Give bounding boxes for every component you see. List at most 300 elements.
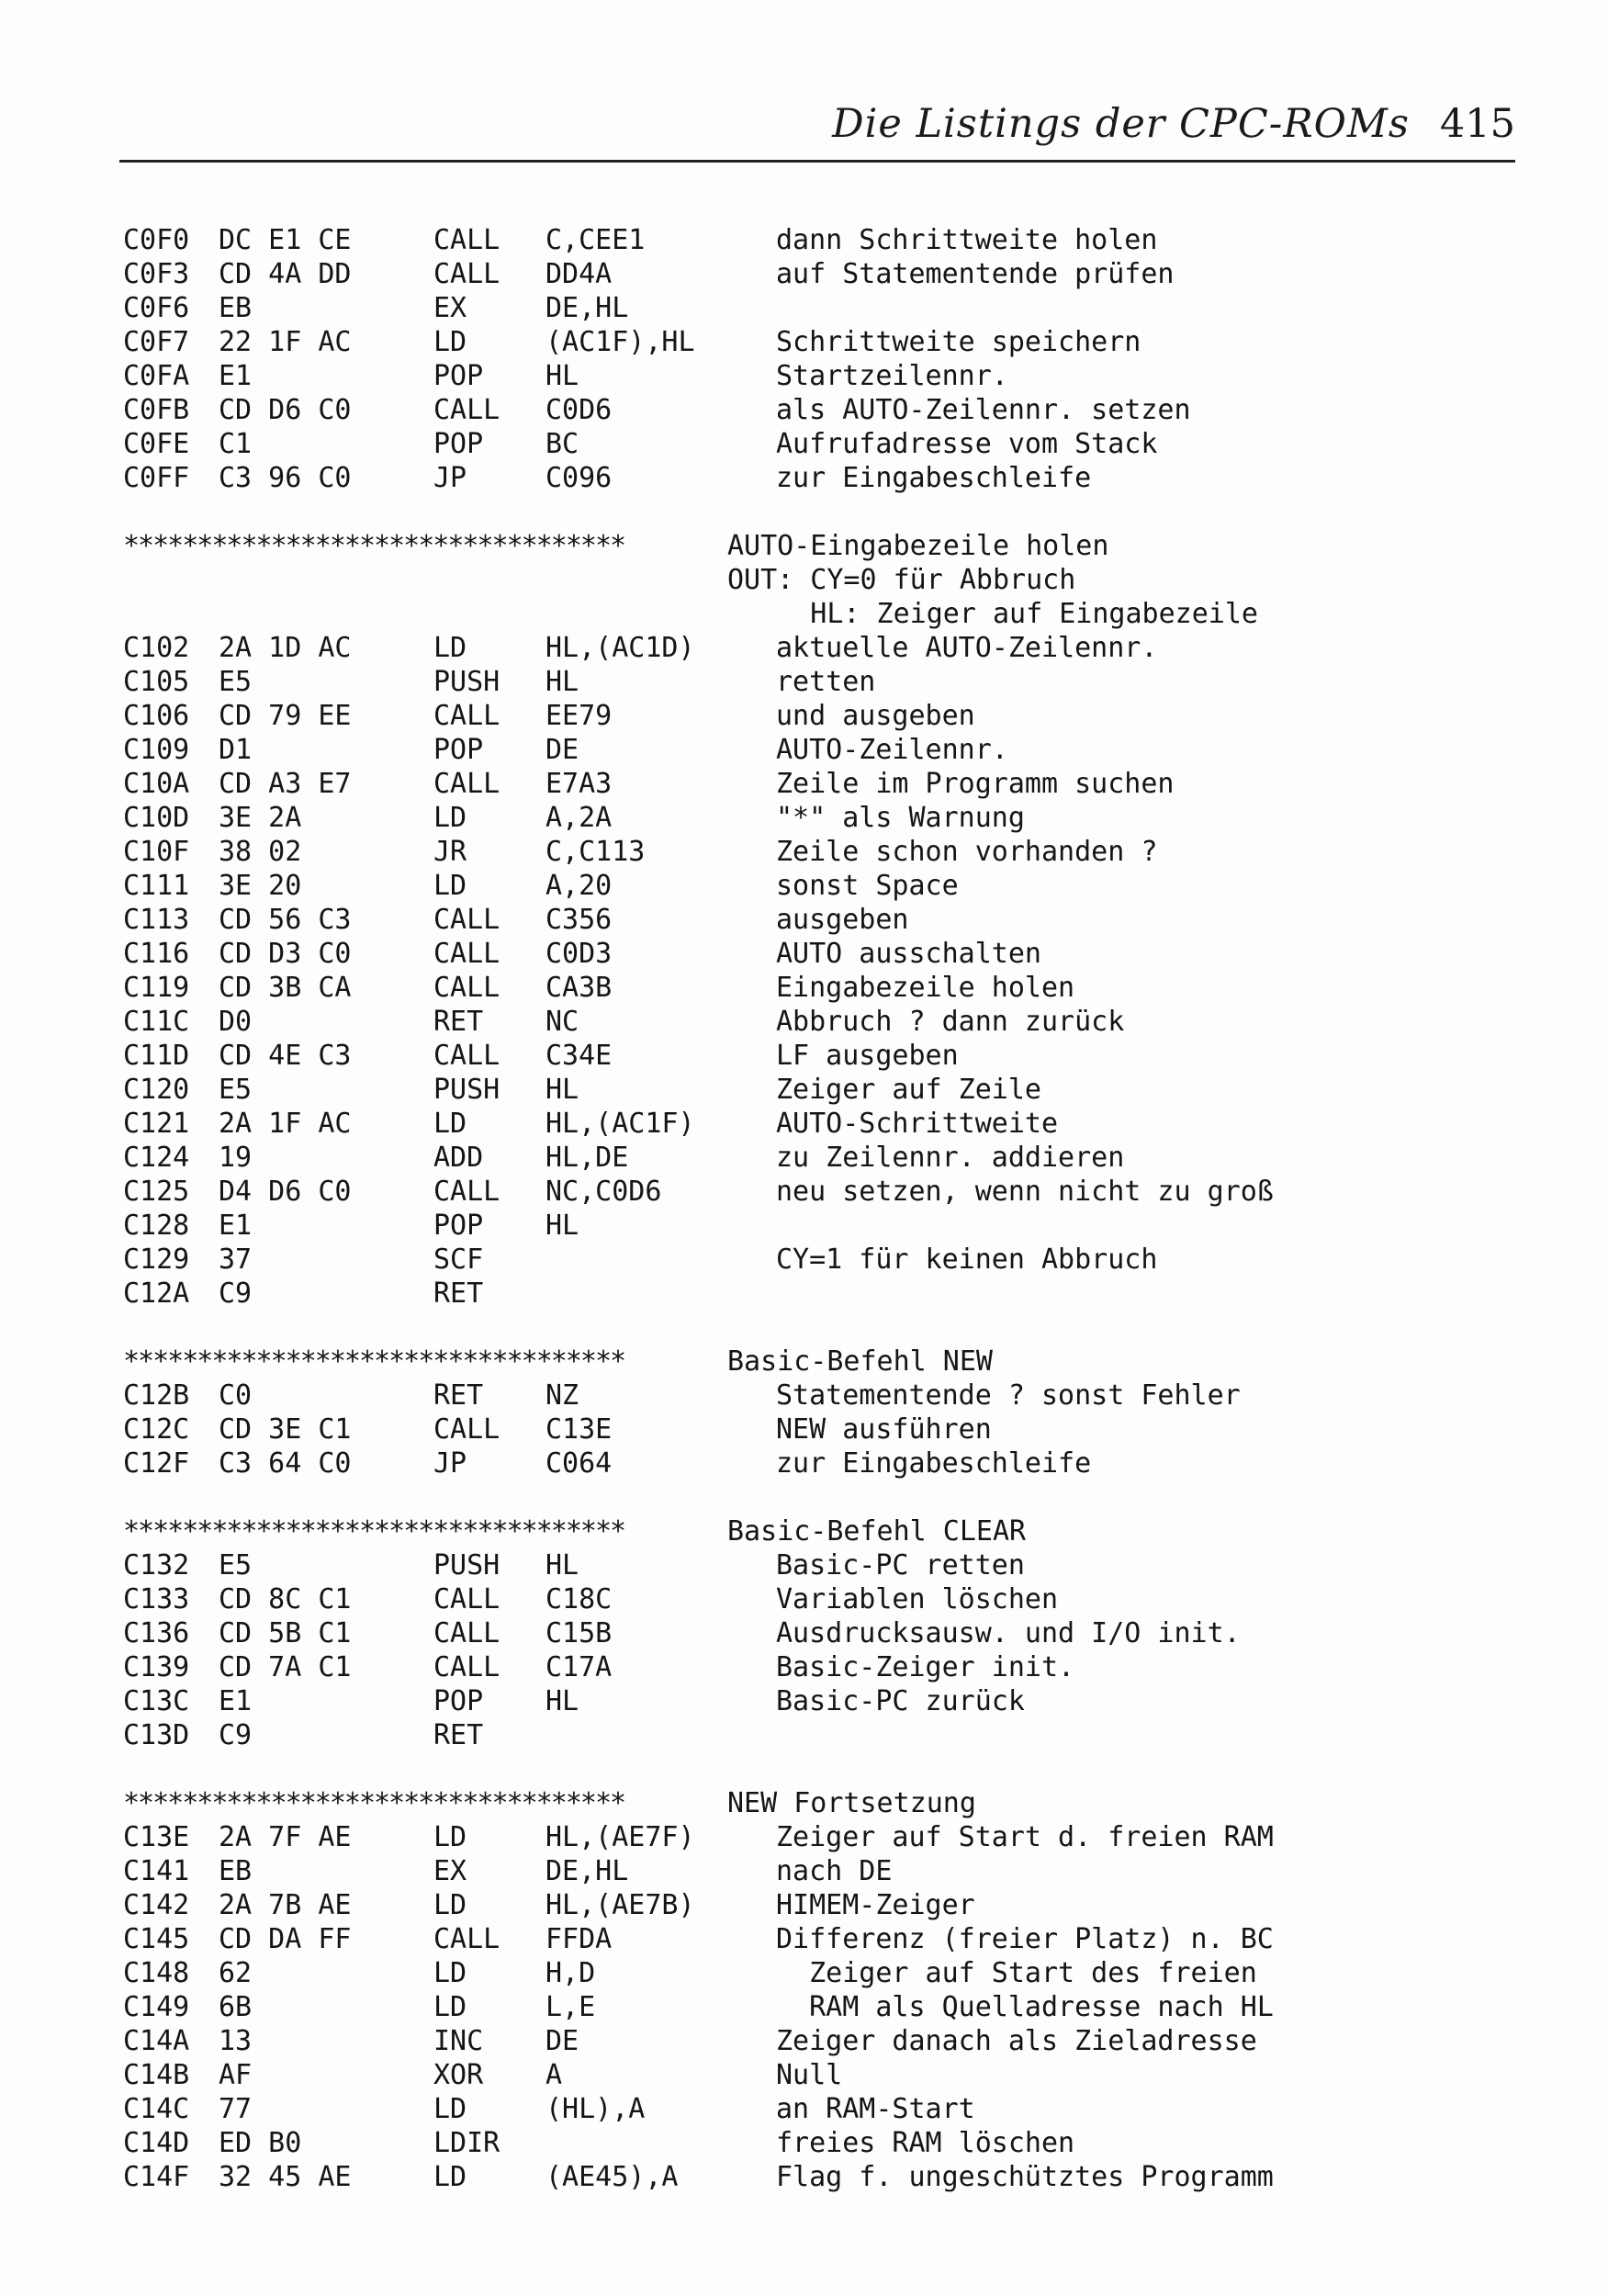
hex-bytes: C1	[219, 428, 253, 460]
listing-line	[0, 257, 1608, 291]
address: C119	[123, 972, 190, 1004]
operand: (AC1F),HL	[545, 326, 695, 358]
hex-bytes: E1	[219, 360, 253, 392]
address: C14D	[123, 2127, 190, 2159]
listing-line	[0, 393, 1608, 427]
comment: Variablen löschen	[776, 1583, 1059, 1615]
operand: HL,(AE7F)	[545, 1821, 695, 1853]
address: C0FB	[123, 394, 190, 426]
hex-bytes: 22 1F AC	[219, 326, 352, 358]
comment: Ausdrucksausw. und I/O init.	[776, 1617, 1241, 1649]
hex-bytes: CD A3 E7	[219, 768, 352, 800]
mnemonic: POP	[433, 734, 484, 766]
mnemonic: CALL	[433, 1040, 500, 1072]
hex-bytes: 38 02	[219, 836, 302, 868]
hex-bytes: E5	[219, 1549, 253, 1581]
operand: L,E	[545, 1991, 596, 2023]
listing-line	[0, 2126, 1608, 2160]
listing-line	[0, 1175, 1608, 1209]
comment: RAM als Quelladresse nach HL	[776, 1991, 1274, 2023]
mnemonic: CALL	[433, 1583, 500, 1615]
comment: Zeiger auf Zeile	[776, 1074, 1041, 1106]
mnemonic: POP	[433, 360, 484, 392]
address: C0FA	[123, 360, 190, 392]
hex-bytes: 37	[219, 1244, 253, 1276]
comment: CY=1 für keinen Abbruch	[776, 1244, 1158, 1276]
operand: DE	[545, 2025, 579, 2057]
hex-bytes: C9	[219, 1277, 253, 1310]
listing-line	[0, 665, 1608, 699]
mnemonic: SCF	[433, 1244, 484, 1276]
hex-bytes: 2A 1F AC	[219, 1108, 352, 1140]
address: C141	[123, 1855, 190, 1887]
listing-line	[0, 971, 1608, 1005]
operand: HL	[545, 1210, 579, 1242]
address: C13D	[123, 1719, 190, 1751]
mnemonic: CALL	[433, 768, 500, 800]
hex-bytes: E5	[219, 666, 253, 698]
address: C111	[123, 870, 190, 902]
section-separator: **********************************	[123, 1515, 625, 1548]
mnemonic: EX	[433, 292, 467, 324]
listing-line	[0, 291, 1608, 325]
listing-line	[0, 1616, 1608, 1650]
hex-bytes: 6B	[219, 1991, 253, 2023]
listing-line	[0, 1888, 1608, 1922]
operand: BC	[545, 428, 579, 460]
listing-line	[0, 2024, 1608, 2058]
address: C13E	[123, 1821, 190, 1853]
hex-bytes: 77	[219, 2093, 253, 2125]
mnemonic: CALL	[433, 904, 500, 936]
listing-line	[0, 1243, 1608, 1277]
mnemonic: CALL	[433, 938, 500, 970]
operand: FFDA	[545, 1923, 613, 1955]
operand: C17A	[545, 1651, 613, 1683]
address: C12A	[123, 1277, 190, 1310]
running-title: Die Listings der CPC-ROMs	[832, 101, 1410, 147]
comment: zur Eingabeschleife	[776, 1447, 1092, 1480]
operand: C064	[545, 1447, 613, 1480]
page-number: 415	[1439, 101, 1515, 147]
mnemonic: POP	[433, 1210, 484, 1242]
comment: Basic-PC retten	[776, 1549, 1025, 1581]
mnemonic: CALL	[433, 224, 500, 256]
operand: H,D	[545, 1957, 596, 1989]
address: C105	[123, 666, 190, 698]
listing-line	[0, 1209, 1608, 1243]
comment: Null	[776, 2059, 843, 2091]
address: C142	[123, 1889, 190, 1921]
comment: AUTO-Zeilennr.	[776, 734, 1008, 766]
listing-line	[0, 1854, 1608, 1888]
operand: NZ	[545, 1379, 579, 1412]
blank-line	[0, 1480, 1608, 1514]
address: C0F3	[123, 258, 190, 290]
mnemonic: LD	[433, 326, 467, 358]
listing-line	[0, 767, 1608, 801]
address: C139	[123, 1651, 190, 1683]
operand: A,20	[545, 870, 613, 902]
hex-bytes: C0	[219, 1379, 253, 1412]
address: C12F	[123, 1447, 190, 1480]
mnemonic: PUSH	[433, 666, 500, 698]
hex-bytes: CD DA FF	[219, 1923, 352, 1955]
listing-line	[0, 1073, 1608, 1107]
mnemonic: RET	[433, 1277, 484, 1310]
listing-line	[0, 1582, 1608, 1616]
operand: DE	[545, 734, 579, 766]
section-separator: **********************************	[123, 530, 625, 562]
listing-line	[0, 2058, 1608, 2092]
listing-line	[0, 1107, 1608, 1141]
operand: (HL),A	[545, 2093, 646, 2125]
mnemonic: ADD	[433, 1142, 484, 1174]
operand: HL,(AC1F)	[545, 1108, 695, 1140]
hex-bytes: ED B0	[219, 2127, 302, 2159]
comment: "*" als Warnung	[776, 802, 1025, 834]
operand: C34E	[545, 1040, 613, 1072]
operand: E7A3	[545, 768, 613, 800]
address: C124	[123, 1142, 190, 1174]
comment: an RAM-Start	[776, 2093, 975, 2125]
hex-bytes: CD 56 C3	[219, 904, 352, 936]
listing-line	[0, 1141, 1608, 1175]
comment: zu Zeilennr. addieren	[776, 1142, 1125, 1174]
mnemonic: LD	[433, 2161, 467, 2193]
address: C14F	[123, 2161, 190, 2193]
operand: A,2A	[545, 802, 613, 834]
hex-bytes: 13	[219, 2025, 253, 2057]
comment: Aufrufadresse vom Stack	[776, 428, 1158, 460]
hex-bytes: CD D6 C0	[219, 394, 352, 426]
section-header	[0, 1514, 1608, 1548]
address: C102	[123, 632, 190, 664]
operand: C18C	[545, 1583, 613, 1615]
comment: NEW ausführen	[776, 1413, 992, 1446]
comment: dann Schrittweite holen	[776, 224, 1158, 256]
address: C13C	[123, 1685, 190, 1717]
mnemonic: CALL	[433, 1617, 500, 1649]
hex-bytes: 2A 7F AE	[219, 1821, 352, 1853]
address: C0F7	[123, 326, 190, 358]
listing-line	[0, 325, 1608, 359]
operand: NC,C0D6	[545, 1176, 662, 1208]
operand: HL	[545, 360, 579, 392]
listing-line	[0, 2092, 1608, 2126]
comment: Eingabezeile holen	[776, 972, 1075, 1004]
comment: AUTO-Schrittweite	[776, 1108, 1059, 1140]
address: C12C	[123, 1413, 190, 1446]
comment: als AUTO-Zeilennr. setzen	[776, 394, 1191, 426]
hex-bytes: CD 79 EE	[219, 700, 352, 732]
comment: LF ausgeben	[776, 1040, 959, 1072]
comment: Basic-PC zurück	[776, 1685, 1025, 1717]
mnemonic: CALL	[433, 972, 500, 1004]
hex-bytes: AF	[219, 2059, 253, 2091]
address: C10D	[123, 802, 190, 834]
comment: zur Eingabeschleife	[776, 462, 1092, 494]
hex-bytes: CD 7A C1	[219, 1651, 352, 1683]
mnemonic: LDIR	[433, 2127, 500, 2159]
address: C120	[123, 1074, 190, 1106]
address: C149	[123, 1991, 190, 2023]
hex-bytes: DC E1 CE	[219, 224, 352, 256]
comment: Schrittweite speichern	[776, 326, 1141, 358]
hex-bytes: CD 4E C3	[219, 1040, 352, 1072]
address: C109	[123, 734, 190, 766]
listing-line	[0, 1446, 1608, 1480]
address: C129	[123, 1244, 190, 1276]
comment: Flag f. ungeschütztes Programm	[776, 2161, 1274, 2193]
hex-bytes: CD 3B CA	[219, 972, 352, 1004]
mnemonic: RET	[433, 1379, 484, 1412]
address: C132	[123, 1549, 190, 1581]
comment: Abbruch ? dann zurück	[776, 1006, 1125, 1038]
operand: NC	[545, 1006, 579, 1038]
address: C133	[123, 1583, 190, 1615]
listing-line	[0, 1956, 1608, 1990]
listing-line	[0, 1277, 1608, 1311]
address: C113	[123, 904, 190, 936]
section-title: NEW Fortsetzung	[727, 1787, 976, 1819]
mnemonic: JR	[433, 836, 467, 868]
hex-bytes: CD 4A DD	[219, 258, 352, 290]
hex-bytes: CD 5B C1	[219, 1617, 352, 1649]
section-title: AUTO-Eingabezeile holen	[727, 530, 1109, 562]
mnemonic: LD	[433, 2093, 467, 2125]
comment: ausgeben	[776, 904, 909, 936]
mnemonic: LD	[433, 1821, 467, 1853]
mnemonic: LD	[433, 632, 467, 664]
comment: sonst Space	[776, 870, 959, 902]
address: C0F6	[123, 292, 190, 324]
mnemonic: CALL	[433, 700, 500, 732]
comment: Zeiger auf Start d. freien RAM	[776, 1821, 1274, 1853]
hex-bytes: 19	[219, 1142, 253, 1174]
listing-line	[0, 223, 1608, 257]
comment: nach DE	[776, 1855, 893, 1887]
hex-bytes: 32 45 AE	[219, 2161, 352, 2193]
hex-bytes: 3E 20	[219, 870, 302, 902]
hex-bytes: CD 8C C1	[219, 1583, 352, 1615]
address: C0F0	[123, 224, 190, 256]
hex-bytes: CD 3E C1	[219, 1413, 352, 1446]
section-header	[0, 1345, 1608, 1379]
address: C0FE	[123, 428, 190, 460]
listing-line	[0, 937, 1608, 971]
section-header	[0, 529, 1608, 563]
mnemonic: CALL	[433, 1176, 500, 1208]
mnemonic: INC	[433, 2025, 484, 2057]
comment: Zeile schon vorhanden ?	[776, 836, 1158, 868]
mnemonic: POP	[433, 1685, 484, 1717]
mnemonic: LD	[433, 1991, 467, 2023]
comment: aktuelle AUTO-Zeilennr.	[776, 632, 1158, 664]
hex-bytes: 2A 1D AC	[219, 632, 352, 664]
listing-line	[0, 801, 1608, 835]
section-header	[0, 597, 1608, 631]
operand: HL	[545, 1549, 579, 1581]
comment: und ausgeben	[776, 700, 975, 732]
hex-bytes: 2A 7B AE	[219, 1889, 352, 1921]
address: C14A	[123, 2025, 190, 2057]
mnemonic: CALL	[433, 1413, 500, 1446]
hex-bytes: D1	[219, 734, 253, 766]
comment: auf Statementende prüfen	[776, 258, 1175, 290]
section-title: HL: Zeiger auf Eingabezeile	[727, 598, 1258, 630]
mnemonic: CALL	[433, 394, 500, 426]
section-separator: **********************************	[123, 1787, 625, 1819]
mnemonic: EX	[433, 1855, 467, 1887]
address: C10A	[123, 768, 190, 800]
mnemonic: POP	[433, 428, 484, 460]
mnemonic: CALL	[433, 1923, 500, 1955]
listing-line	[0, 733, 1608, 767]
listing-line	[0, 1548, 1608, 1582]
address: C11C	[123, 1006, 190, 1038]
comment: Startzeilennr.	[776, 360, 1008, 392]
address: C136	[123, 1617, 190, 1649]
address: C14C	[123, 2093, 190, 2125]
address: C145	[123, 1923, 190, 1955]
hex-bytes: C3 64 C0	[219, 1447, 352, 1480]
listing-line	[0, 359, 1608, 393]
hex-bytes: D0	[219, 1006, 253, 1038]
operand: HL,DE	[545, 1142, 629, 1174]
hex-bytes: EB	[219, 1855, 253, 1887]
mnemonic: LD	[433, 870, 467, 902]
comment: Zeile im Programm suchen	[776, 768, 1175, 800]
listing-line	[0, 869, 1608, 903]
listing-line	[0, 1039, 1608, 1073]
mnemonic: XOR	[433, 2059, 484, 2091]
operand: DE,HL	[545, 1855, 629, 1887]
comment: Zeiger auf Start des freien	[776, 1957, 1257, 1989]
hex-bytes: E5	[219, 1074, 253, 1106]
hex-bytes: CD D3 C0	[219, 938, 352, 970]
operand: C0D3	[545, 938, 613, 970]
operand: DD4A	[545, 258, 613, 290]
comment: Zeiger danach als Zieladresse	[776, 2025, 1257, 2057]
operand: C0D6	[545, 394, 613, 426]
operand: HL,(AC1D)	[545, 632, 695, 664]
address: C148	[123, 1957, 190, 1989]
operand: HL	[545, 1074, 579, 1106]
mnemonic: LD	[433, 802, 467, 834]
address: C10F	[123, 836, 190, 868]
mnemonic: PUSH	[433, 1074, 500, 1106]
operand: C096	[545, 462, 613, 494]
operand: C356	[545, 904, 613, 936]
operand: (AE45),A	[545, 2161, 679, 2193]
listing-line	[0, 1005, 1608, 1039]
hex-bytes: D4 D6 C0	[219, 1176, 352, 1208]
operand: C,C113	[545, 836, 646, 868]
hex-bytes: 3E 2A	[219, 802, 302, 834]
comment: Basic-Zeiger init.	[776, 1651, 1075, 1683]
hex-bytes: E1	[219, 1210, 253, 1242]
section-title: Basic-Befehl NEW	[727, 1345, 993, 1378]
listing-line	[0, 835, 1608, 869]
section-header	[0, 1786, 1608, 1820]
comment: neu setzen, wenn nicht zu groß	[776, 1176, 1274, 1208]
comment: retten	[776, 666, 876, 698]
address: C121	[123, 1108, 190, 1140]
operand: DE,HL	[545, 292, 629, 324]
address: C12B	[123, 1379, 190, 1412]
mnemonic: JP	[433, 462, 467, 494]
mnemonic: LD	[433, 1957, 467, 1989]
address: C11D	[123, 1040, 190, 1072]
operand: HL,(AE7B)	[545, 1889, 695, 1921]
listing-line	[0, 631, 1608, 665]
listing-line	[0, 1820, 1608, 1854]
listing-line	[0, 1412, 1608, 1446]
operand: EE79	[545, 700, 613, 732]
address: C116	[123, 938, 190, 970]
blank-line	[0, 1752, 1608, 1786]
comment: AUTO ausschalten	[776, 938, 1041, 970]
address: C14B	[123, 2059, 190, 2091]
listing-line	[0, 1379, 1608, 1412]
listing-line	[0, 1990, 1608, 2024]
comment: Statementende ? sonst Fehler	[776, 1379, 1241, 1412]
operand: HL	[545, 666, 579, 698]
address: C106	[123, 700, 190, 732]
hex-bytes: 62	[219, 1957, 253, 1989]
section-title: OUT: CY=0 für Abbruch	[727, 564, 1076, 596]
listing-line	[0, 1684, 1608, 1718]
mnemonic: RET	[433, 1719, 484, 1751]
listing-line	[0, 1650, 1608, 1684]
operand: CA3B	[545, 972, 613, 1004]
hex-bytes: C9	[219, 1719, 253, 1751]
mnemonic: RET	[433, 1006, 484, 1038]
section-separator: **********************************	[123, 1345, 625, 1378]
listing-line	[0, 903, 1608, 937]
blank-line	[0, 1311, 1608, 1345]
mnemonic: CALL	[433, 258, 500, 290]
comment: Differenz (freier Platz) n. BC	[776, 1923, 1274, 1955]
hex-bytes: E1	[219, 1685, 253, 1717]
operand: A	[545, 2059, 563, 2091]
comment: HIMEM-Zeiger	[776, 1889, 975, 1921]
comment: freies RAM löschen	[776, 2127, 1075, 2159]
hex-bytes: C3 96 C0	[219, 462, 352, 494]
section-header	[0, 563, 1608, 597]
listing-line	[0, 427, 1608, 461]
listing-line	[0, 1922, 1608, 1956]
address: C128	[123, 1210, 190, 1242]
listing-line	[0, 461, 1608, 495]
operand: HL	[545, 1685, 579, 1717]
section-title: Basic-Befehl CLEAR	[727, 1515, 1027, 1548]
operand: C,CEE1	[545, 224, 646, 256]
address: C0FF	[123, 462, 190, 494]
mnemonic: LD	[433, 1108, 467, 1140]
mnemonic: JP	[433, 1447, 467, 1480]
mnemonic: PUSH	[433, 1549, 500, 1581]
listing-line	[0, 2160, 1608, 2194]
operand: C15B	[545, 1617, 613, 1649]
listing-line	[0, 1718, 1608, 1752]
mnemonic: CALL	[433, 1651, 500, 1683]
listing-line	[0, 699, 1608, 733]
operand: C13E	[545, 1413, 613, 1446]
address: C125	[123, 1176, 190, 1208]
hex-bytes: EB	[219, 292, 253, 324]
